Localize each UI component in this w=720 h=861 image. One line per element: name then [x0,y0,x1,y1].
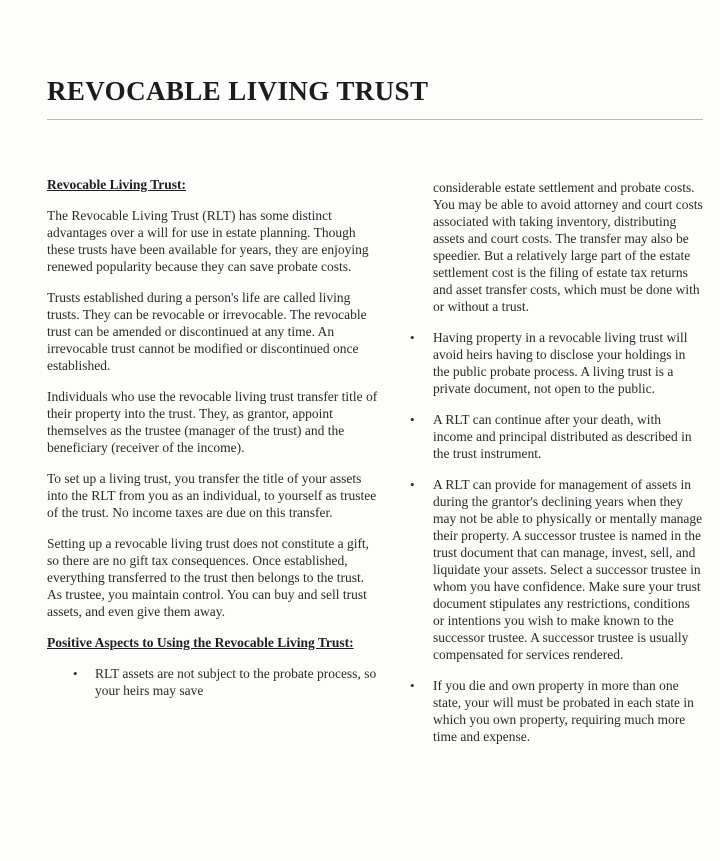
left-column [47,176,379,713]
list-item-privacy [410,329,703,397]
paragraph-setting-up-transfer: To set up a living trust, you transfer the title of your assets into the RLT from you as an individual, to yourself as trustee of the trust. No income taxes are due on this transfer. [47,471,377,520]
right-column [410,179,703,759]
paragraph-living-trusts-defined: Trusts established during a person's life are called living trusts. They can be revocable or irrevocable. The revocable trust can be amended or discontinued at any time. An irrevocable trust cannot be modified or discontinued once established. [47,290,367,373]
list-item-text: If you die and own property in more than one state, your will must be probated in each state in which you own property, requiring much more time and expense. [433,678,694,744]
list-item-continue-after-death [410,411,703,462]
list-item-successor-trustee [410,476,703,663]
paragraph-rlt-advantages: The Revocable Living Trust (RLT) has some distinct advantages over a will for use in estate planning. Though these trusts have been available for years, they are enjoying renewed popularity because they can save probate costs. [47,208,369,274]
heading-positive-aspects: Positive Aspects to Using the Revocable Living Trust: [47,635,354,650]
paragraph-grantor-trustee-beneficiary: Individuals who use the revocable living trust transfer title of their property into the trust. They, as grantor, appoint themselves as the trustee (manager of the trust) and the beneficiary (receiver of the income). [47,389,378,455]
list-item-text: A RLT can provide for management of assets in during the grantor's declining years when they may not be able to physically or mentally manage their property. A successor trustee is named in the trust document that can manage, invest, sell, and liquidate your assets. Select a successor trustee in whom you have confidence. Make sure your trust document stipulates any restrictions, conditions or intentions you wish to make known to the successor trustee. A successor trustee is usually compensated for services rendered. [433,477,703,662]
bullet-icon: • [73,666,78,681]
bullet-icon: • [410,678,415,693]
paragraph-no-gift-tax: Setting up a revocable living trust does not constitute a gift, so there are no gift tax consequences. Once established, everything transferred to the trust then belongs to the trust. As trustee, you maintain control. You can buy and sell trust assets, and even give them away. [47,536,370,619]
heading-revocable-living-trust: Revocable Living Trust: [47,177,187,192]
title-divider [47,119,703,120]
bullet-icon: • [410,412,415,427]
list-item-text: RLT assets are not subject to the probate process, so your heirs may save [95,666,377,698]
page-title: REVOCABLE LIVING TRUST [47,76,429,106]
bullet-icon: • [410,330,415,345]
paragraph-probate-cost-continuation: considerable estate settlement and probate costs. You may be able to avoid attorney and court costs associated with taking inventory, distributing assets and court costs. The transfer may also be speedier. But a relatively large part of the estate settlement cost is the filing of estate tax returns and asset transfer costs, which must be done with or without a trust. [433,180,703,314]
list-item-probate-savings [47,665,379,699]
list-item-text: Having property in a revocable living trust will avoid heirs having to disclose your holdings in the public probate process. A living trust is a private document, not open to the public. [433,330,688,396]
list-item-multi-state-probate [410,677,703,745]
list-item-text: A RLT can continue after your death, with income and principal distributed as described in the trust instrument. [433,412,692,461]
bullet-icon: • [410,477,415,492]
